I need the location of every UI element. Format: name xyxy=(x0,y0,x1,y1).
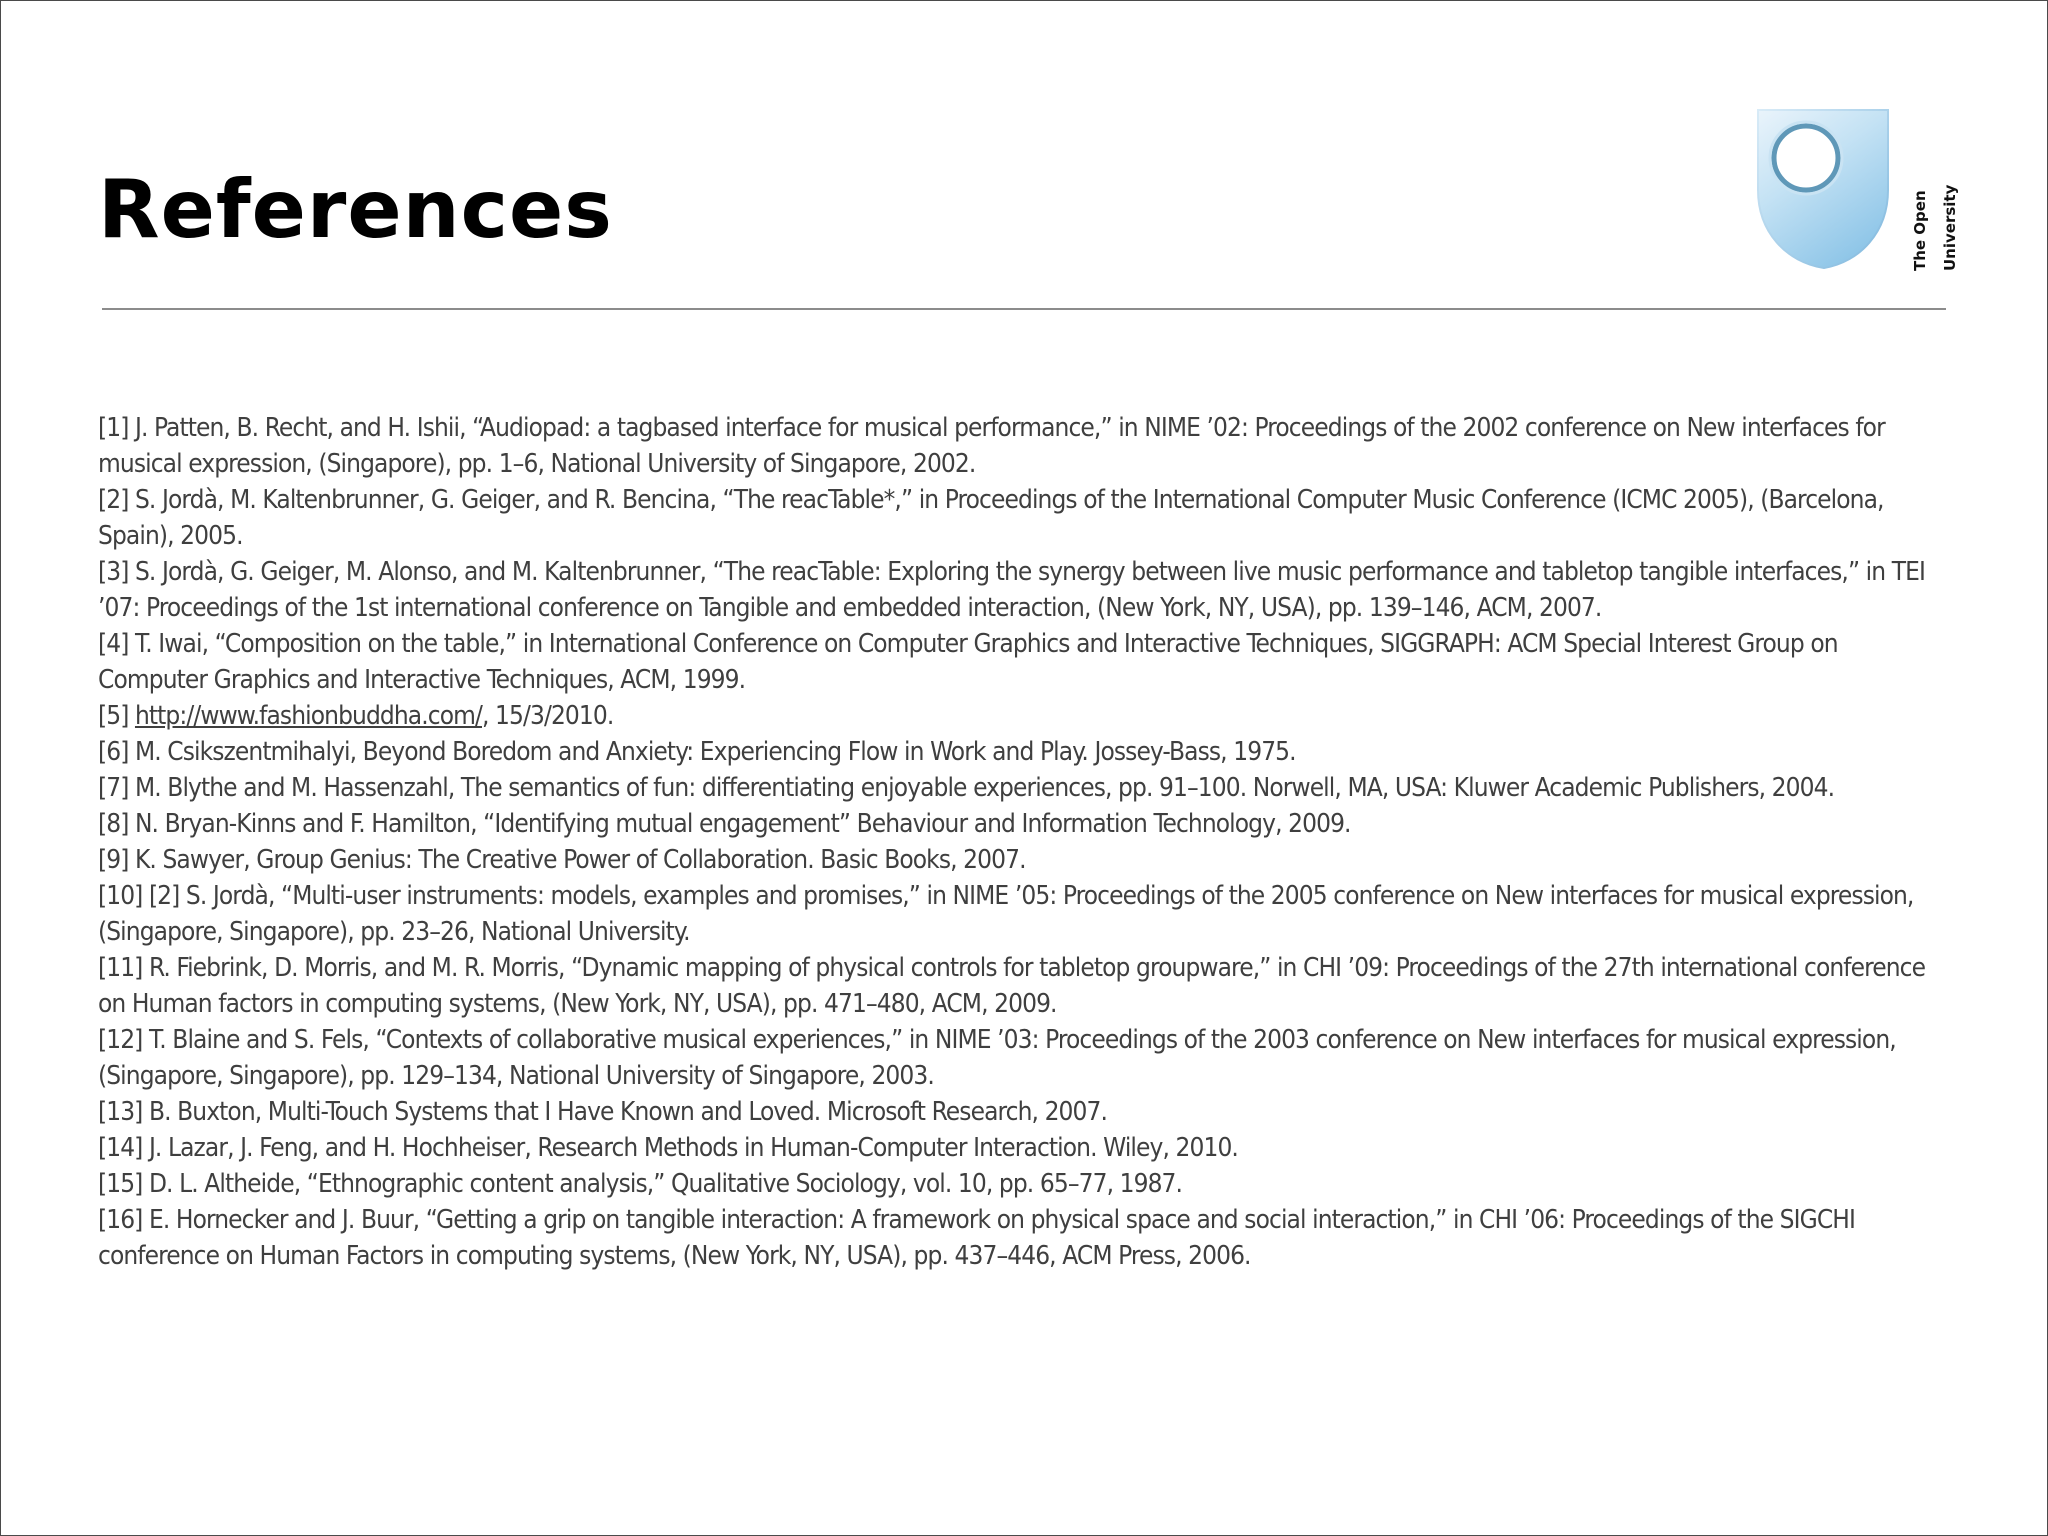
title-divider xyxy=(102,308,1946,310)
reference-item: [3] S. Jordà, G. Geiger, M. Alonso, and M. Kaltenbrunner, “The reacTable: Exploring the synergy between live music performance and tabletop tangible interfaces,” in TEI ’07: Proceedings of the 1st international conference on Tangible and embedded interaction, (New York, NY, USA), pp. 139–146, ACM, 2007. xyxy=(98,557,1925,623)
reference-list xyxy=(98,410,1950,1274)
reference-item xyxy=(98,698,1950,734)
reference-item: [10] [2] S. Jordà, “Multi-user instruments: models, examples and promises,” in NIME ’05: Proceedings of the 2005 conference on New interfaces for musical expression, (Singapore, Singapore), pp. 23–26, National University. xyxy=(98,881,1914,947)
reference-item: [1] J. Patten, B. Recht, and H. Ishii, “Audiopad: a tagbased interface for musical performance,” in NIME ’02: Proceedings of the 2002 conference on New interfaces for musical expression, (Singapore), pp. 1–6, National University of Singapore, 2002. xyxy=(98,413,1885,479)
reference-item: [8] N. Bryan-Kinns and F. Hamilton, “Identifying mutual engagement” Behaviour and Information Technology, 2009. xyxy=(98,809,1351,839)
reference-item: [9] K. Sawyer, Group Genius: The Creative Power of Collaboration. Basic Books, 2007. xyxy=(98,845,1026,875)
reference-item: [15] D. L. Altheide, “Ethnographic content analysis,” Qualitative Sociology, vol. 10, pp. 65–77, 1987. xyxy=(98,1169,1183,1199)
reference-suffix: , 15/3/2010. xyxy=(482,701,614,731)
reference-item: [11] R. Fiebrink, D. Morris, and M. R. Morris, “Dynamic mapping of physical controls for tabletop groupware,” in CHI ’09: Proceedings of the 27th international conference on Human factors in computing systems, (New York, NY, USA), pp. 471–480, ACM, 2009. xyxy=(98,953,1926,1019)
reference-item: [14] J. Lazar, J. Feng, and H. Hochheiser, Research Methods in Human-Computer Interaction. Wiley, 2010. xyxy=(98,1133,1238,1163)
reference-prefix: [5] xyxy=(98,701,135,731)
reference-link[interactable]: http://www.fashionbuddha.com/ xyxy=(134,701,482,731)
reference-item: [4] T. Iwai, “Composition on the table,” in International Conference on Computer Graphics and Interactive Techniques, SIGGRAPH: ACM Special Interest Group on Computer Graphics and Interactive Techniques, ACM, 1999. xyxy=(98,629,1838,695)
logo-wordmark: The Open University xyxy=(1911,184,1959,271)
reference-item: [12] T. Blaine and S. Fels, “Contexts of collaborative musical experiences,” in NIME ’03: Proceedings of the 2003 conference on New interfaces for musical expression, (Singapore, Singapore), pp. 129–134, National University of Singapore, 2003. xyxy=(98,1025,1896,1091)
reference-item: [2] S. Jordà, M. Kaltenbrunner, G. Geiger, and R. Bencina, “The reacTable*,” in Proceedings of the International Computer Music Conference (ICMC 2005), (Barcelona, Spain), 2005. xyxy=(98,485,1884,551)
reference-item: [6] M. Csikszentmihalyi, Beyond Boredom and Anxiety: Experiencing Flow in Work and Play. Jossey-Bass, 1975. xyxy=(98,737,1296,767)
reference-item: [16] E. Hornecker and J. Buur, “Getting a grip on tangible interaction: A framework on physical space and social interaction,” in CHI ’06: Proceedings of the SIGCHI conference on Human Factors in computing systems, (New York, NY, USA), pp. 437–446, ACM Press, 2006. xyxy=(98,1205,1855,1271)
reference-item: [7] M. Blythe and M. Hassenzahl, The semantics of fun: differentiating enjoyable experiences, pp. 91–100. Norwell, MA, USA: Kluwer Academic Publishers, 2004. xyxy=(98,773,1835,803)
page-title: References xyxy=(98,163,613,256)
reference-item: [13] B. Buxton, Multi-Touch Systems that I Have Known and Loved. Microsoft Research, 2007. xyxy=(98,1097,1108,1127)
